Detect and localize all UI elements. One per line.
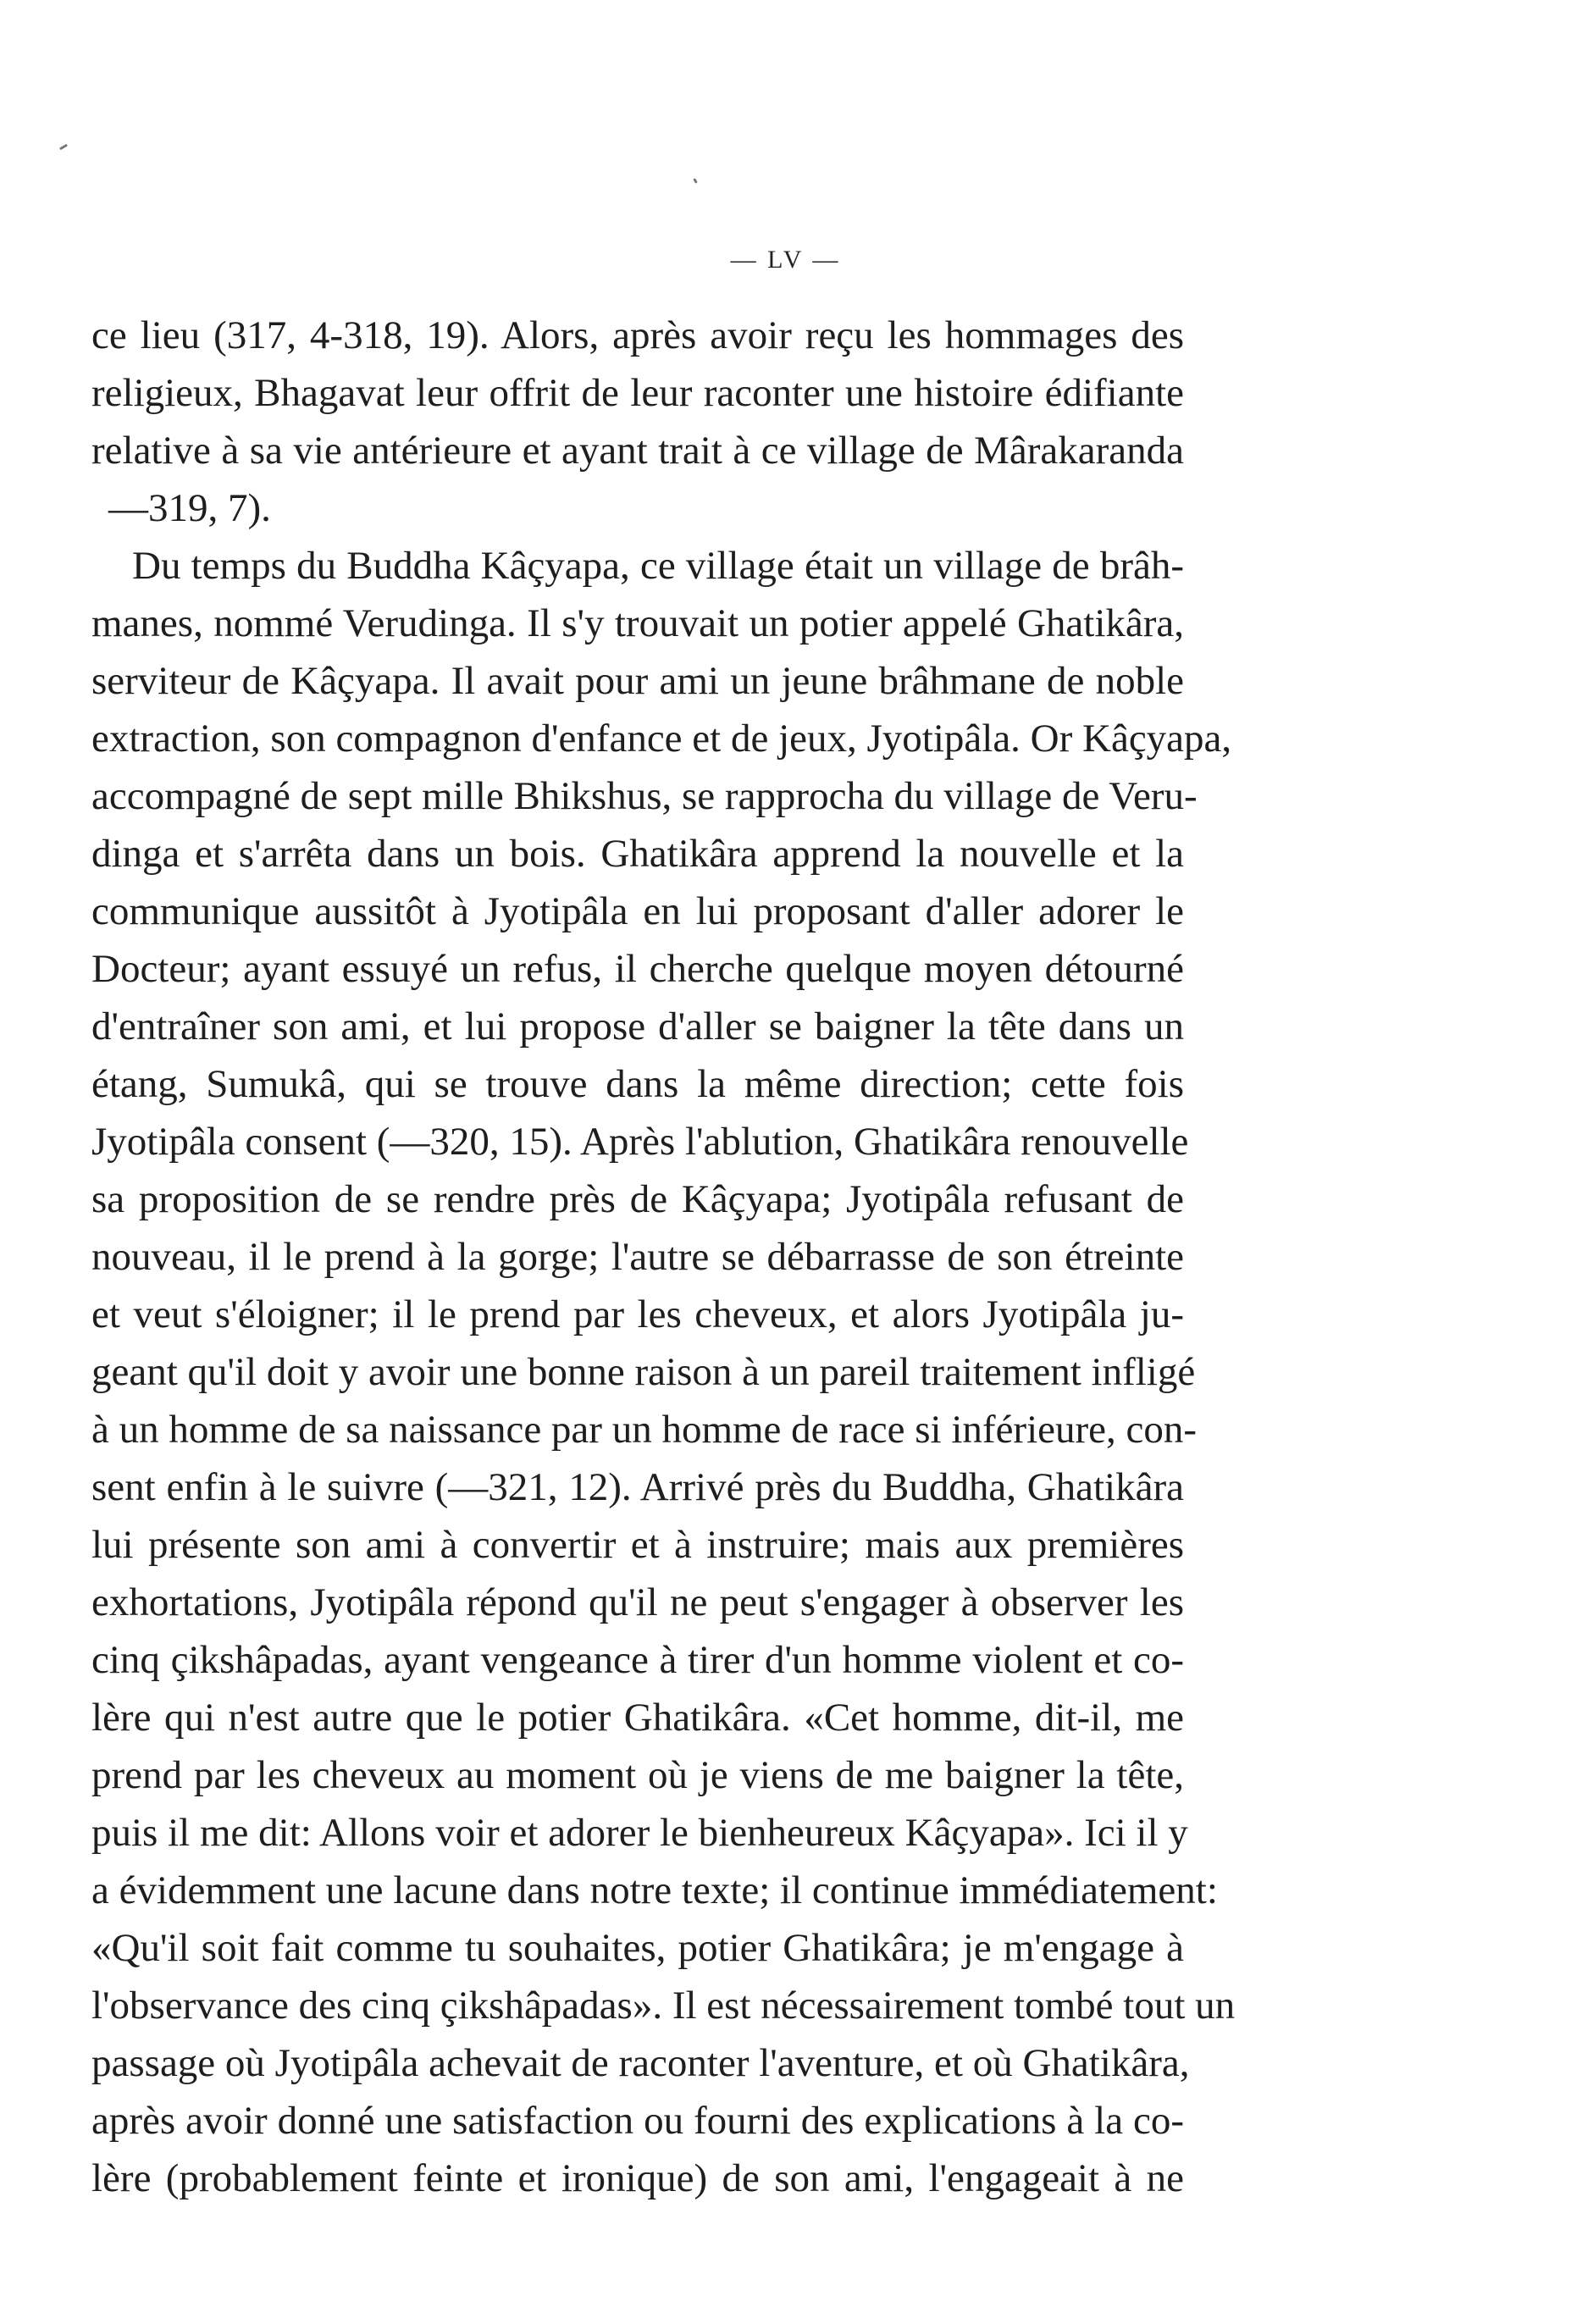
text-line: ce lieu (317, 4-318, 19). Alors, après avoir reçu les hommages des [91, 313, 1184, 357]
text-line: d'entraîner son ami, et lui propose d'aller se baigner la tête dans un [91, 1004, 1184, 1049]
text-line: étang, Sumukâ, qui se trouve dans la même direction; cette fois [91, 1062, 1184, 1106]
text-line: passage où Jyotipâla achevait de raconter l'aventure, et où Ghatikâra, [91, 2041, 1190, 2085]
text-line: manes, nommé Verudinga. Il s'y trouvait un potier appelé Ghatikâra, [91, 601, 1184, 645]
text-line: nouveau, il le prend à la gorge; l'autre se débarrasse de son étreinte [91, 1235, 1184, 1279]
ink-speck [59, 144, 68, 151]
body-text [91, 307, 1236, 2207]
text-line: sa proposition de se rendre près de Kâçyapa; Jyotipâla refusant de [91, 1177, 1184, 1221]
text-line: cinq çikshâpadas, ayant vengeance à tirer d'un homme violent et co- [91, 1638, 1184, 1682]
text-line: «Qu'il soit fait comme tu souhaites, potier Ghatikâra; je m'engage à [91, 1926, 1184, 1970]
text-line: puis il me dit: Allons voir et adorer le bienheureux Kâçyapa». Ici il y [91, 1811, 1188, 1855]
ink-speck [693, 178, 698, 184]
text-line: Du temps du Buddha Kâçyapa, ce village était un village de brâh- [132, 544, 1184, 588]
text-line: prend par les cheveux au moment où je viens de me baigner la tête, [91, 1753, 1184, 1797]
text-line: lui présente son ami à convertir et à instruire; mais aux premières [91, 1523, 1184, 1567]
text-line: —319, 7). [108, 486, 271, 530]
text-line: sent enfin à le suivre (—321, 12). Arrivé près du Buddha, Ghatikâra [91, 1465, 1184, 1509]
text-line: religieux, Bhagavat leur offrit de leur raconter une histoire édifiante [91, 371, 1184, 415]
text-line: serviteur de Kâçyapa. Il avait pour ami un jeune brâhmane de noble [91, 659, 1184, 703]
text-line: accompagné de sept mille Bhikshus, se rapprocha du village de Veru- [91, 774, 1198, 818]
text-line: relative à sa vie antérieure et ayant trait à ce village de Mârakaranda [91, 429, 1184, 473]
text-line: Jyotipâla consent (—320, 15). Après l'ablution, Ghatikâra renouvelle [91, 1120, 1189, 1164]
text-line: exhortations, Jyotipâla répond qu'il ne peut s'engager à observer les [91, 1580, 1184, 1624]
text-line: a évidemment une lacune dans notre texte; il continue immédiatement: [91, 1868, 1218, 1912]
text-line: geant qu'il doit y avoir une bonne raison à un pareil traitement infligé [91, 1350, 1196, 1394]
text-line: lère (probablement feinte et ironique) de son ami, l'engageait à ne [91, 2156, 1184, 2200]
page-number-header: — LV — [730, 246, 841, 274]
text-line: et veut s'éloigner; il le prend par les cheveux, et alors Jyotipâla ju- [91, 1292, 1184, 1336]
text-line: à un homme de sa naissance par un homme de race si inférieure, con- [91, 1408, 1198, 1452]
text-line: dinga et s'arrêta dans un bois. Ghatikâra apprend la nouvelle et la [91, 832, 1184, 876]
text-line: lère qui n'est autre que le potier Ghatikâra. «Cet homme, dit-il, me [91, 1696, 1184, 1740]
text-line: après avoir donné une satisfaction ou fourni des explications à la co- [91, 2099, 1184, 2143]
text-line: communique aussitôt à Jyotipâla en lui proposant d'aller adorer le [91, 889, 1184, 933]
text-line: extraction, son compagnon d'enfance et de jeux, Jyotipâla. Or Kâçyapa, [91, 717, 1232, 761]
text-line: l'observance des cinq çikshâpadas». Il est nécessairement tombé tout un [91, 1984, 1236, 2028]
text-line: Docteur; ayant essuyé un refus, il cherche quelque moyen détourné [91, 947, 1184, 991]
